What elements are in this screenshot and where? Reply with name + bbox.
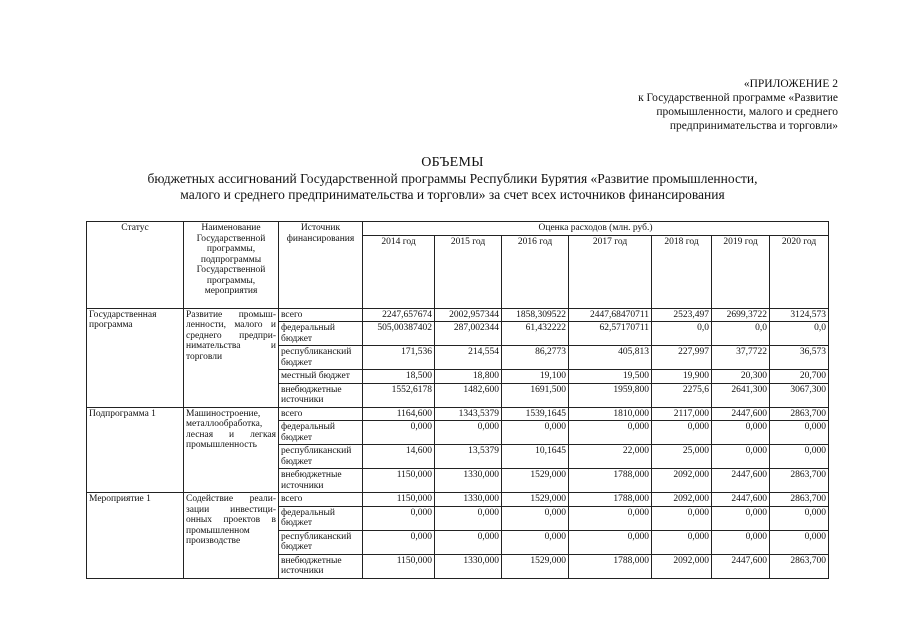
column-header-year: 2017 год (569, 235, 652, 308)
value-cell: 19,100 (502, 370, 569, 384)
value-cell: 0,000 (712, 445, 770, 469)
value-cell: 86,2773 (502, 346, 569, 370)
value-cell: 0,000 (770, 530, 829, 554)
value-cell: 0,000 (712, 530, 770, 554)
value-cell: 3124,573 (770, 308, 829, 322)
value-cell: 0,0 (712, 322, 770, 346)
document-subtitle-line: бюджетных ассигнований Государственной программы Республики Бурятия «Развитие промышленности, (147, 171, 758, 186)
value-cell: 20,700 (770, 370, 829, 384)
column-header-name: Наименование Государственной программы, подпрограммы Государственной программы, мероприятия (184, 222, 279, 309)
source-cell: федеральный бюджет (279, 322, 363, 346)
value-cell: 10,1645 (502, 445, 569, 469)
value-cell: 25,000 (652, 445, 712, 469)
value-cell: 3067,300 (770, 383, 829, 407)
value-cell: 2447,68470711 (569, 308, 652, 322)
value-cell: 0,000 (770, 445, 829, 469)
source-cell: внебюджетные источники (279, 469, 363, 493)
source-cell: всего (279, 407, 363, 421)
name-cell: Машиностроение, металлообработка, лесная и легкая промышленность (184, 407, 279, 493)
value-cell: 0,000 (569, 530, 652, 554)
value-cell: 36,573 (770, 346, 829, 370)
value-cell: 171,536 (363, 346, 435, 370)
value-cell: 13,5379 (435, 445, 502, 469)
value-cell: 2863,700 (770, 469, 829, 493)
value-cell: 20,300 (712, 370, 770, 384)
document-title: ОБЪЕМЫ (421, 155, 484, 170)
value-cell: 0,000 (363, 506, 435, 530)
source-cell: местный бюджет (279, 370, 363, 384)
value-cell: 1529,000 (502, 554, 569, 578)
source-cell: республиканский бюджет (279, 346, 363, 370)
value-cell: 2092,000 (652, 493, 712, 507)
value-cell: 19,900 (652, 370, 712, 384)
value-cell: 0,000 (502, 506, 569, 530)
column-header-estimate: Оценка расходов (млн. руб.) (363, 222, 829, 236)
value-cell: 1482,600 (435, 383, 502, 407)
value-cell: 2447,600 (712, 554, 770, 578)
value-cell: 2641,300 (712, 383, 770, 407)
value-cell: 405,813 (569, 346, 652, 370)
column-header-status: Статус (87, 222, 184, 309)
table-row (87, 493, 829, 507)
value-cell: 2863,700 (770, 554, 829, 578)
value-cell: 1539,1645 (502, 407, 569, 421)
status-cell: Мероприятие 1 (87, 493, 184, 579)
source-cell: федеральный бюджет (279, 421, 363, 445)
value-cell: 1150,000 (363, 554, 435, 578)
source-cell: республиканский бюджет (279, 445, 363, 469)
table-row (87, 308, 829, 322)
document-heading (0, 155, 905, 203)
value-cell: 0,000 (770, 506, 829, 530)
value-cell: 0,000 (435, 421, 502, 445)
value-cell: 0,0 (770, 322, 829, 346)
document-subtitle-line: малого и среднего предпринимательства и торговли» за счет всех источников финансирования (180, 187, 725, 202)
value-cell: 1691,500 (502, 383, 569, 407)
value-cell: 1858,309522 (502, 308, 569, 322)
source-cell: внебюджетные источники (279, 554, 363, 578)
appendix-line: предпринимательства и торговли» (669, 120, 838, 132)
source-cell: федеральный бюджет (279, 506, 363, 530)
appendix-line: «ПРИЛОЖЕНИЕ 2 (743, 78, 838, 90)
value-cell: 287,002344 (435, 322, 502, 346)
value-cell: 214,554 (435, 346, 502, 370)
name-cell: Развитие промыш-ленности, малого и среднего предпри-нимательства и торговли (184, 308, 279, 407)
value-cell: 2447,600 (712, 469, 770, 493)
column-header-year: 2014 год (363, 235, 435, 308)
value-cell: 2092,000 (652, 469, 712, 493)
value-cell: 1788,000 (569, 469, 652, 493)
appendix-line: к Государственной программе «Развитие (638, 92, 838, 104)
value-cell: 22,000 (569, 445, 652, 469)
value-cell: 1959,800 (569, 383, 652, 407)
source-cell: республиканский бюджет (279, 530, 363, 554)
value-cell: 1343,5379 (435, 407, 502, 421)
value-cell: 0,0 (652, 322, 712, 346)
value-cell: 61,432222 (502, 322, 569, 346)
value-cell: 37,7722 (712, 346, 770, 370)
value-cell: 2092,000 (652, 554, 712, 578)
table-row (87, 407, 829, 421)
source-cell: всего (279, 308, 363, 322)
value-cell: 0,000 (569, 421, 652, 445)
value-cell: 14,600 (363, 445, 435, 469)
value-cell: 0,000 (712, 506, 770, 530)
column-header-year: 2019 год (712, 235, 770, 308)
source-cell: всего (279, 493, 363, 507)
value-cell: 505,00387402 (363, 322, 435, 346)
value-cell: 2275,6 (652, 383, 712, 407)
value-cell: 18,800 (435, 370, 502, 384)
value-cell: 2863,700 (770, 407, 829, 421)
value-cell: 0,000 (435, 530, 502, 554)
value-cell: 2447,600 (712, 407, 770, 421)
value-cell: 1330,000 (435, 493, 502, 507)
value-cell: 1164,600 (363, 407, 435, 421)
value-cell: 0,000 (502, 421, 569, 445)
status-cell: Подпрограмма 1 (87, 407, 184, 493)
value-cell: 0,000 (569, 506, 652, 530)
value-cell: 2699,3722 (712, 308, 770, 322)
value-cell: 1788,000 (569, 493, 652, 507)
appendix-header (538, 77, 838, 133)
source-cell: внебюджетные источники (279, 383, 363, 407)
value-cell: 227,997 (652, 346, 712, 370)
value-cell: 0,000 (652, 421, 712, 445)
budget-table (86, 221, 829, 579)
value-cell: 1788,000 (569, 554, 652, 578)
name-cell: Содействие реали-зации инвестици-онных проектов в промышленном производстве (184, 493, 279, 579)
value-cell: 0,000 (363, 530, 435, 554)
value-cell: 62,57170711 (569, 322, 652, 346)
column-header-year: 2018 год (652, 235, 712, 308)
value-cell: 2447,600 (712, 493, 770, 507)
appendix-line: промышленности, малого и среднего (656, 106, 838, 118)
value-cell: 1150,000 (363, 469, 435, 493)
value-cell: 0,000 (652, 506, 712, 530)
value-cell: 0,000 (363, 421, 435, 445)
value-cell: 1330,000 (435, 469, 502, 493)
value-cell: 1552,6178 (363, 383, 435, 407)
value-cell: 2002,957344 (435, 308, 502, 322)
column-header-year: 2020 год (770, 235, 829, 308)
value-cell: 1529,000 (502, 469, 569, 493)
value-cell: 1150,000 (363, 493, 435, 507)
column-header-year: 2015 год (435, 235, 502, 308)
value-cell: 0,000 (502, 530, 569, 554)
value-cell: 2523,497 (652, 308, 712, 322)
column-header-year: 2016 год (502, 235, 569, 308)
status-cell: Государственная программа (87, 308, 184, 407)
value-cell: 0,000 (712, 421, 770, 445)
value-cell: 18,500 (363, 370, 435, 384)
column-header-source: Источник финансирования (279, 222, 363, 309)
value-cell: 1330,000 (435, 554, 502, 578)
value-cell: 0,000 (770, 421, 829, 445)
value-cell: 1810,000 (569, 407, 652, 421)
value-cell: 2117,000 (652, 407, 712, 421)
value-cell: 0,000 (652, 530, 712, 554)
value-cell: 0,000 (435, 506, 502, 530)
value-cell: 2863,700 (770, 493, 829, 507)
value-cell: 1529,000 (502, 493, 569, 507)
value-cell: 19,500 (569, 370, 652, 384)
value-cell: 2247,657674 (363, 308, 435, 322)
